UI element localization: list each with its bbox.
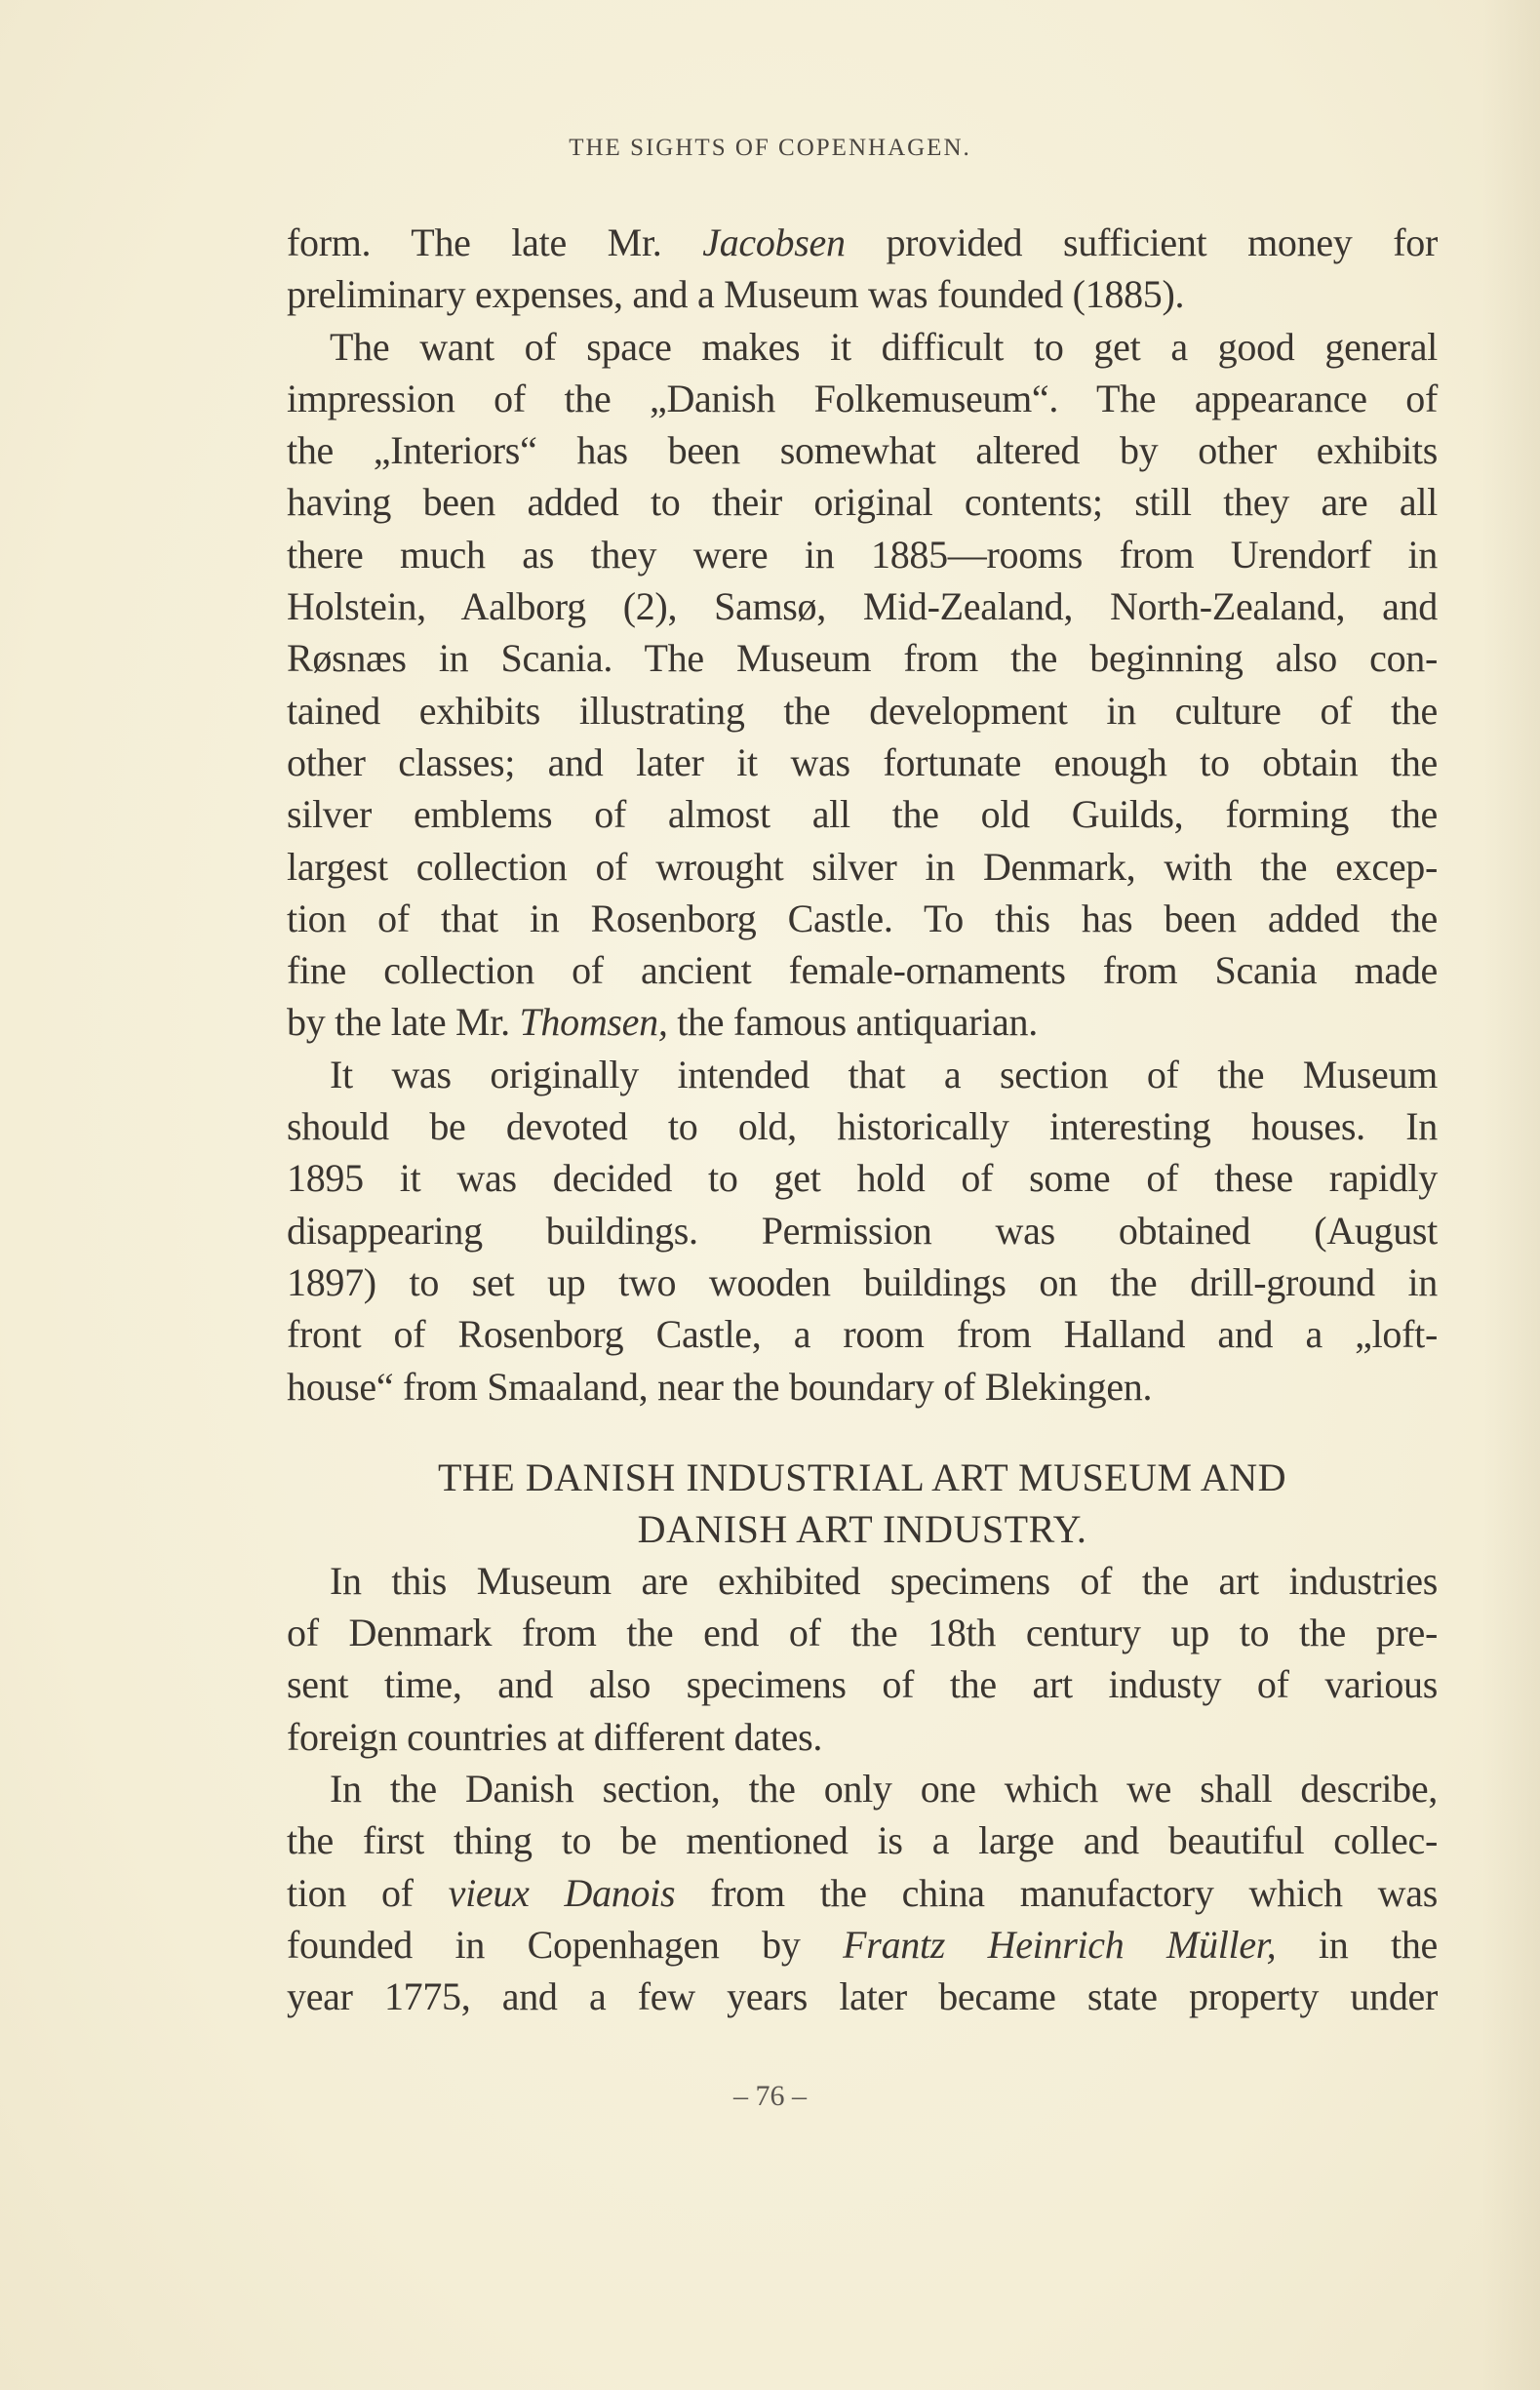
italic-name: vieux Danois [448, 1870, 676, 1915]
text-run: other classes; and later it was fortunate enough to obtain the [287, 739, 1438, 784]
text-line [287, 944, 1438, 996]
text-line [287, 217, 1438, 268]
paragraph [287, 321, 1438, 1049]
text-run: the famous antiquarian. [667, 1000, 1038, 1045]
italic-name: Thomsen, [519, 1000, 668, 1045]
text-run: should be devoted to old, historically interesting houses. In [287, 1104, 1438, 1149]
section-heading [287, 1452, 1438, 1555]
text-line [287, 1100, 1438, 1152]
text-line [287, 1763, 1438, 1814]
text-run: tion of that in Rosenborg Castle. To this has been added the [287, 896, 1438, 940]
italic-name: Frantz Heinrich Müller, [843, 1922, 1277, 1967]
text-run: 1895 it was decided to get hold of some of these rapidly [287, 1156, 1438, 1201]
text-line [287, 737, 1438, 788]
text-line [287, 632, 1438, 684]
paragraph [287, 1049, 1438, 1413]
text-line [287, 1256, 1438, 1308]
paragraph [287, 217, 1438, 321]
paragraph [287, 1555, 1438, 1763]
text-line [287, 893, 1438, 944]
text-run: form. The late Mr. [287, 220, 703, 264]
text-line [287, 1049, 1438, 1100]
section-heading-line-1: THE DANISH INDUSTRIAL ART MUSEUM AND [437, 1454, 1287, 1499]
text-line [287, 996, 1438, 1048]
text-line [287, 1607, 1438, 1658]
text-run: impression of the „Danish Folkemuseum“. The appearance of [287, 376, 1438, 420]
text-run: house“ from Smaaland, near the boundary of Blekingen. [287, 1364, 1153, 1409]
section-folkemuseum [287, 217, 1438, 1413]
section-industrial-art-museum [287, 1555, 1438, 2023]
text-run: provided sufficient money for [845, 220, 1438, 264]
text-run: front of Rosenborg Castle, a room from Halland and a „loft- [287, 1312, 1438, 1357]
spacer [287, 1413, 1438, 1452]
text-line [287, 321, 1438, 373]
text-run: in the [1276, 1922, 1438, 1967]
text-line [287, 529, 1438, 580]
text-line [287, 685, 1438, 737]
section-heading-line-2: DANISH ART INDUSTRY. [637, 1506, 1087, 1551]
text-run: there much as they were in 1885—rooms from Urendorf in [287, 532, 1438, 577]
text-run: year 1775, and a few years later became state property under [287, 1974, 1438, 2019]
text-run: Røsnæs in Scania. The Museum from the beginning also con- [287, 636, 1438, 681]
text-line [287, 1971, 1438, 2022]
text-run: tained exhibits illustrating the development in culture of the [287, 688, 1438, 733]
text-line [287, 580, 1438, 632]
body-text [287, 217, 1438, 2023]
text-line [287, 1658, 1438, 1710]
text-line [287, 1205, 1438, 1256]
text-run: largest collection of wrought silver in Denmark, with the excep- [287, 844, 1438, 889]
text-run: 1897) to set up two wooden buildings on the drill-ground in [287, 1259, 1438, 1304]
text-run: the „Interiors“ has been somewhat altered by other exhibits [287, 428, 1438, 473]
text-run: fine collection of ancient female-ornaments from Scania made [287, 948, 1438, 993]
text-run: tion of [287, 1870, 449, 1915]
text-line [287, 1152, 1438, 1204]
text-line [287, 1361, 1438, 1413]
text-line [287, 424, 1438, 476]
text-run: silver emblems of almost all the old Guilds, forming the [287, 792, 1438, 837]
italic-name: Jacobsen [702, 220, 846, 264]
text-run: In this Museum are exhibited specimens of the art industries [330, 1558, 1438, 1603]
text-line [287, 1867, 1438, 1919]
text-line [287, 268, 1438, 320]
text-run: from the china manufactory which was [675, 1870, 1438, 1915]
text-run: the first thing to be mentioned is a large and beautiful collec- [287, 1818, 1438, 1863]
text-line [287, 788, 1438, 840]
text-line [287, 476, 1438, 528]
text-line [287, 1555, 1438, 1607]
text-run: of Denmark from the end of the 18th century up to the pre- [287, 1611, 1438, 1655]
text-line [287, 1919, 1438, 1971]
text-line [287, 1711, 1438, 1763]
text-line [287, 373, 1438, 424]
running-head: THE SIGHTS OF COPENHAGEN. [569, 135, 971, 161]
page-number: – 76 – [733, 2080, 807, 2112]
text-line [287, 1814, 1438, 1866]
text-run: preliminary expenses, and a Museum was founded (1885). [287, 272, 1185, 317]
text-run: The want of space makes it difficult to get a good general [330, 324, 1438, 369]
text-run: Holstein, Aalborg (2), Samsø, Mid-Zealand, North-Zealand, and [287, 584, 1438, 629]
page-edge-shadow [1481, 0, 1540, 2390]
text-run: by the late Mr. [287, 1000, 520, 1045]
text-run: having been added to their original contents; still they are all [287, 480, 1438, 525]
text-line [287, 1308, 1438, 1360]
text-run: It was originally intended that a section of the Museum [330, 1052, 1438, 1096]
text-run: sent time, and also specimens of the art industy of various [287, 1662, 1438, 1707]
text-line [287, 841, 1438, 893]
text-run: founded in Copenhagen by [287, 1922, 844, 1967]
text-run: In the Danish section, the only one which we shall describe, [330, 1767, 1438, 1812]
text-run: foreign countries at different dates. [287, 1714, 823, 1759]
paragraph [287, 1763, 1438, 2022]
text-run: disappearing buildings. Permission was obtained (August [287, 1208, 1438, 1253]
